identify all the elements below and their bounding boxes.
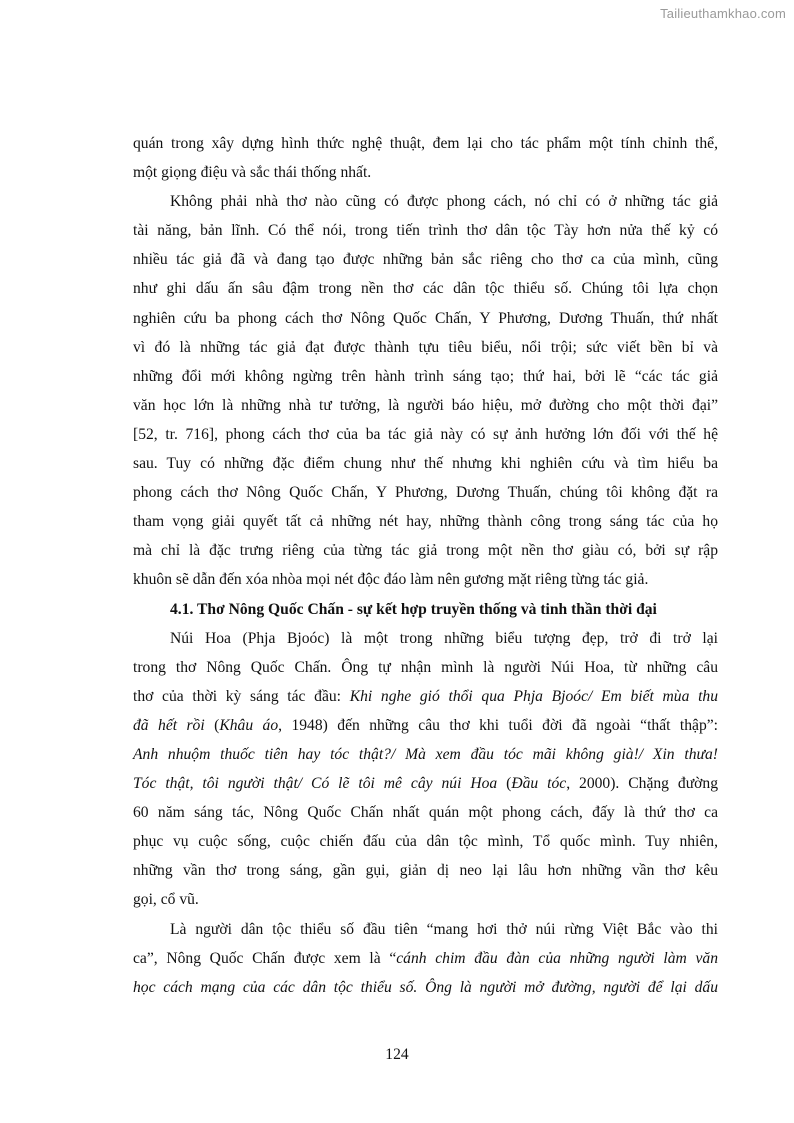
text-segment: Núi Hoa (Phja Bjoóc) là một trong những biểu tượng đẹp, trở đi trở lại (170, 629, 718, 647)
text-segment: , 2000). Chặng đường (566, 775, 718, 793)
text-segment: nghiên cứu ba phong cách thơ Nông Quốc Chấn, Y Phương, Dương Thuấn, thứ nhất (133, 309, 718, 327)
text-segment: một giọng điệu và sắc thái thống nhất. (133, 164, 372, 182)
text-line (133, 362, 718, 391)
text-line (133, 565, 718, 594)
text-segment: , 1948) đến những câu thơ khi tuổi đời đã ngoài “thất thập”: (278, 716, 719, 734)
text-segment: nhiều tác giả đã và đang tạo được những bản sắc riêng cho thơ ca của mình, cũng (133, 251, 718, 269)
text-segment: quán trong xây dựng hình thức nghệ thuật, đem lại cho tác phẩm một tính chỉnh thể, (133, 135, 718, 152)
text-line (133, 216, 718, 245)
text-line (133, 158, 718, 187)
text-line (133, 304, 718, 333)
text-segment: ca”, Nông Quốc Chấn được xem là “ (133, 949, 397, 967)
text-segment: ( (204, 716, 220, 734)
text-line (133, 682, 718, 711)
text-segment: phong cách thơ Nông Quốc Chấn, Y Phương, Dương Thuấn, chúng tôi không đặt ra (133, 484, 718, 502)
text-line (133, 769, 718, 798)
text-segment: tài năng, bản lĩnh. Có thể nói, trong tiến trình thơ dân tộc Tày hơn nửa thế kỷ có (133, 222, 718, 240)
text-line (133, 420, 718, 449)
text-segment: gọi, cổ vũ. (133, 891, 199, 909)
text-segment: phục vụ cuộc sống, cuộc chiến đấu của dân tộc mình, Tổ quốc mình. Tuy nhiên, (133, 833, 718, 851)
italic-text-segment: cánh chim đầu đàn của những người làm văn (396, 949, 719, 967)
text-line (133, 333, 718, 362)
text-line (133, 711, 718, 740)
text-line (133, 274, 718, 303)
text-line (133, 478, 718, 507)
text-line (133, 827, 718, 856)
italic-text-segment: Anh nhuộm thuốc tiên hay tóc thật?/ Mà xem đầu tóc mãi không già!/ Xin thưa! (133, 745, 718, 763)
text-line (133, 449, 718, 478)
text-line (133, 973, 718, 1002)
text-segment: 60 năm sáng tác, Nông Quốc Chấn nhất quán một phong cách, đấy là thứ thơ ca (133, 804, 718, 822)
text-segment: mà chỉ là đặc trưng riêng của từng tác giả trong một nền thơ giàu có, bởi sự rập (133, 542, 718, 560)
text-line (133, 187, 718, 216)
text-line (133, 885, 718, 914)
text-segment: những đổi mới không ngừng trên hành trình sáng tạo; thứ hai, bởi lẽ “các tác giả (133, 367, 718, 385)
text-segment: thơ của thời kỳ sáng tác đầu: (133, 687, 350, 705)
text-segment: sau. Tuy có những đặc điểm chung như thế nhưng khi nghiên cứu và tìm hiểu ba (133, 455, 718, 473)
italic-text-segment: Khâu áo (219, 716, 279, 734)
text-segment: khuôn sẽ dẫn đến xóa nhòa mọi nét độc đáo làm nên gương mặt riêng từng tác giả. (133, 571, 649, 589)
text-segment: tham vọng giải quyết tất cả những nét hay, những thành công trong sáng tác của họ (133, 513, 718, 531)
text-line (133, 944, 718, 973)
italic-text-segment: Khi nghe gió thổi qua Phja Bjoóc/ Em biết mùa thu (349, 687, 719, 705)
text-line (133, 245, 718, 274)
text-segment: Không phải nhà thơ nào cũng có được phong cách, nó chỉ có ở những tác giả (170, 193, 718, 211)
text-line (133, 740, 718, 769)
watermark: Tailieuthamkhao.com (660, 6, 786, 21)
text-line (133, 856, 718, 885)
text-segment: những vần thơ trong sáng, gần gụi, giản dị neo lại lâu hơn những vần thơ kêu (133, 862, 718, 880)
text-line (133, 798, 718, 827)
page-number: 124 (385, 1046, 409, 1063)
text-segment: trong thơ Nông Quốc Chấn. Ông tự nhận mình là người Núi Hoa, từ những câu (133, 658, 718, 676)
text-segment: vì đó là những tác giả đạt được thành tựu tiêu biểu, nổi trội; sức viết bền bỉ và (133, 338, 718, 356)
text-segment: Là người dân tộc thiểu số đầu tiên “mang hơi thở núi rừng Việt Bắc vào thi (170, 920, 718, 938)
italic-text-segment: Đầu tóc (511, 775, 567, 793)
text-line (133, 653, 718, 682)
italic-text-segment: Tóc thật, tôi người thật/ Có lẽ tôi mê cây núi Hoa (133, 775, 498, 793)
text-line (133, 915, 718, 944)
section-heading (133, 595, 718, 624)
text-line (133, 129, 718, 158)
italic-text-segment: đã hết rồi (133, 716, 205, 734)
document-page-body (133, 129, 718, 1002)
text-segment: 4.1. Thơ Nông Quốc Chấn - sự kết hợp truyền thống và tinh thần thời đại (170, 600, 657, 618)
text-line (133, 536, 718, 565)
text-line (133, 391, 718, 420)
italic-text-segment: học cách mạng của các dân tộc thiểu số. Ông là người mở đường, người để lại dấu (133, 978, 718, 996)
text-segment: văn học lớn là những nhà tư tưởng, là người báo hiệu, mở đường cho một thời đại” (133, 396, 718, 414)
text-segment: ( (497, 775, 512, 793)
text-line (133, 624, 718, 653)
text-line (133, 507, 718, 536)
text-segment: [52, tr. 716], phong cách thơ của ba tác giả này có sự ảnh hưởng lớn đối với thế hệ (133, 425, 718, 443)
text-segment: như ghi dấu ấn sâu đậm trong nền thơ các dân tộc thiểu số. Chúng tôi lựa chọn (133, 280, 718, 298)
